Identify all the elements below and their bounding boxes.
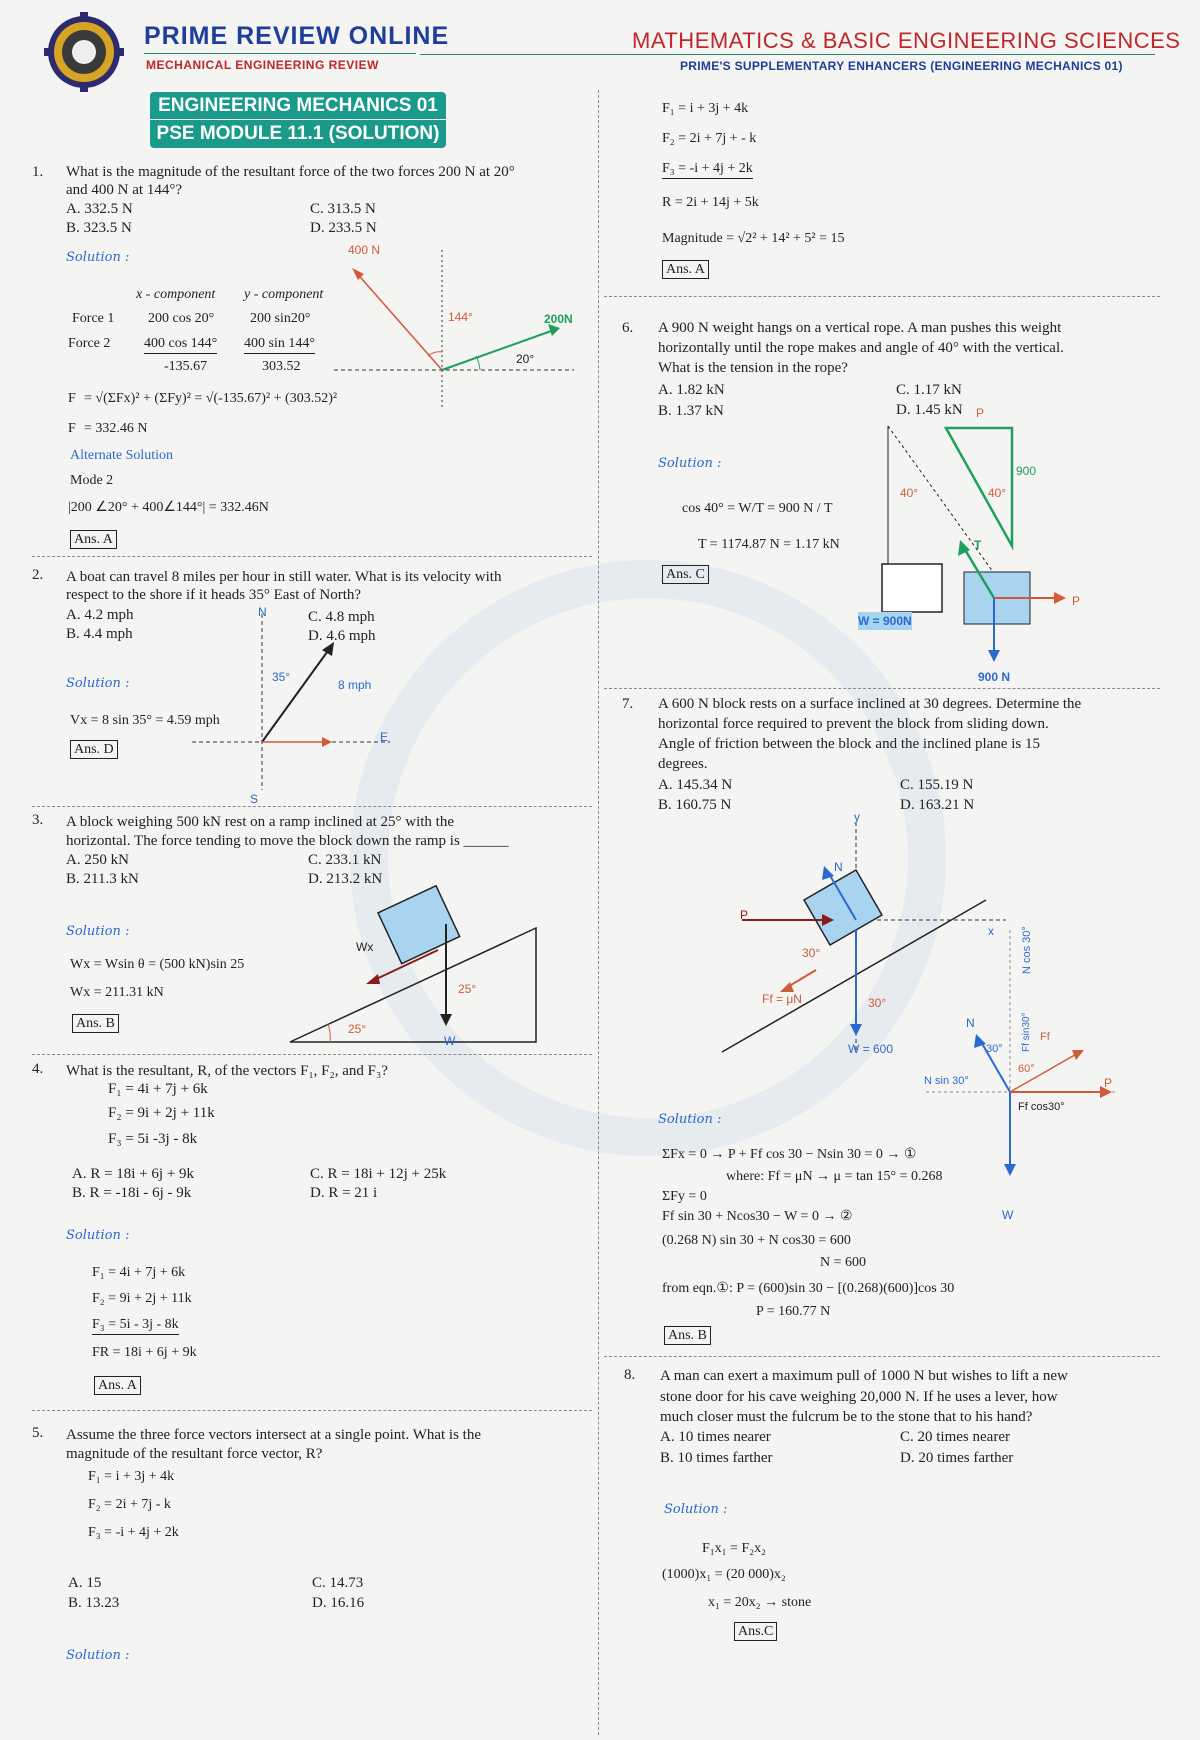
- q8-eq3: x₁ = 20x₂ → stone: [708, 1595, 812, 1610]
- q7-option-d: D. 163.21 N: [900, 797, 975, 813]
- q7-eq3: ΣFy = 0: [662, 1189, 707, 1204]
- q1-solution-label: Solution :: [66, 250, 130, 265]
- q2-solution-label: Solution :: [66, 676, 130, 691]
- q1-number: 1.: [32, 164, 44, 180]
- q7-label-30a: 30°: [802, 946, 821, 960]
- q6-text3: What is the tension in the rope?: [658, 360, 848, 376]
- q7-label-30c: 30°: [986, 1043, 1003, 1055]
- q7-eq4: Ff sin 30 + Ncos30 − W = 0 → ②: [662, 1209, 853, 1224]
- q4-option-c: C. R = 18i + 12j + 25k: [310, 1166, 447, 1182]
- q7-answer: Ans. B: [664, 1326, 711, 1345]
- q1-f2y: 400 sin 144°: [244, 335, 315, 354]
- q7-solution-label: Solution :: [658, 1112, 722, 1127]
- q2-label-n: N: [258, 605, 267, 619]
- q2-equation: Vx = 8 sin 35° = 4.59 mph: [70, 713, 220, 728]
- q5-option-d: D. 16.16: [312, 1595, 365, 1611]
- q4-sol-f1: F₁ = 4i + 7j + 6k: [92, 1265, 186, 1280]
- q7-number: 7.: [622, 696, 634, 712]
- q5-option-c: C. 14.73: [312, 1575, 364, 1591]
- q1-label-144: 144°: [448, 310, 473, 324]
- q6-option-a: A. 1.82 kN: [658, 382, 725, 398]
- q2-text1: A boat can travel 8 miles per hour in still water. What is its velocity with: [66, 569, 502, 585]
- q8-solution-label: Solution :: [664, 1502, 728, 1517]
- q4-option-b: B. R = -18i - 6j - 9k: [72, 1185, 192, 1201]
- badge-line2: PSE MODULE 11.1 (SOLUTION): [150, 119, 446, 147]
- q4-answer: Ans. A: [94, 1376, 141, 1395]
- q1-xcomp-header: x - component: [136, 287, 216, 302]
- q1-label-200n: 200N: [544, 312, 573, 326]
- q3-label-25a: 25°: [458, 982, 477, 996]
- q8-text3: much closer must the fulcrum be to the stone that to his hand?: [660, 1409, 1033, 1425]
- q6-label-900: 900: [1016, 464, 1037, 478]
- q6-option-b: B. 1.37 kN: [658, 403, 724, 419]
- q2-text2: respect to the shore if it heads 35° East of North?: [66, 587, 362, 603]
- q7-label-p2: P: [1104, 1076, 1113, 1090]
- q8-option-c: C. 20 times nearer: [900, 1429, 1010, 1445]
- q1-alt-equation: |200 ∠20° + 400∠144°| = 332.46N: [68, 500, 269, 515]
- q3-solution-label: Solution :: [66, 924, 130, 939]
- q1-option-b: B. 323.5 N: [66, 220, 132, 236]
- q7-label-x: x: [988, 924, 994, 938]
- q4-sol-f3: F₃ = 5i - 3j - 8k: [92, 1316, 179, 1335]
- q1-force1-label: Force 1: [72, 311, 115, 326]
- q8-text1: A man can exert a maximum pull of 1000 N but wishes to lift a new: [660, 1368, 1068, 1384]
- q6-text2: horizontally until the rope makes and angle of 40° with the vertical.: [658, 340, 1064, 356]
- q4-solution-label: Solution :: [66, 1228, 130, 1243]
- q5-text2: magnitude of the resultant force vector, R?: [66, 1446, 323, 1462]
- q1-option-a: A. 332.5 N: [66, 201, 133, 217]
- q7-option-c: C. 155.19 N: [900, 777, 974, 793]
- q5-vector3: F₃ = -i + 4j + 2k: [88, 1525, 179, 1540]
- q8-option-a: A. 10 times nearer: [660, 1429, 771, 1445]
- q2-option-b: B. 4.4 mph: [66, 626, 133, 642]
- q7-eq8: P = 160.77 N: [756, 1304, 831, 1319]
- q1-fr-symbol-2: F: [68, 421, 76, 436]
- q6-label-40b: 40°: [988, 486, 1007, 500]
- q7-eq7: from eqn.①: P = (600)sin 30 − [(0.268)(600)]cos 30: [662, 1281, 955, 1296]
- q5-vector2: F₂ = 2i + 7j - k: [88, 1497, 171, 1512]
- q5-sol-magnitude: Magnitude = √2² + 14² + 5² = 15: [662, 231, 845, 246]
- q3-equation1: Wx = Wsin θ = (500 kN)sin 25: [70, 957, 245, 972]
- q4-sol-f2: F₂ = 9i + 2j + 11k: [92, 1291, 192, 1306]
- q7-option-b: B. 160.75 N: [658, 797, 732, 813]
- q3-label-w: W: [444, 1034, 456, 1048]
- badge-line1: ENGINEERING MECHANICS 01: [158, 95, 438, 116]
- q8-option-b: B. 10 times farther: [660, 1450, 773, 1466]
- q5-vector1: F₁ = i + 3j + 4k: [88, 1469, 175, 1484]
- q2-option-d: D. 4.6 mph: [308, 628, 376, 644]
- q7-label-y: y: [854, 810, 860, 824]
- q2-label-8mph: 8 mph: [338, 678, 372, 692]
- q4-option-d: D. R = 21 i: [310, 1185, 378, 1201]
- q2-option-c: C. 4.8 mph: [308, 609, 375, 625]
- q3-option-a: A. 250 kN: [66, 852, 129, 868]
- q2-number: 2.: [32, 567, 44, 583]
- q7-label-n2: N: [966, 1016, 975, 1030]
- module-badge: [150, 92, 446, 148]
- q7-label-30b: 30°: [868, 996, 887, 1010]
- header-title: PRIME REVIEW ONLINE: [144, 22, 450, 50]
- q8-answer: Ans.C: [734, 1622, 777, 1641]
- q4-text: What is the resultant, R, of the vectors F₁, F₂, and F₃?: [66, 1063, 388, 1079]
- q7-label-ff: Ff = μN: [762, 992, 802, 1006]
- q1-fr-symbol: F: [68, 391, 76, 406]
- q6-number: 6.: [622, 320, 634, 336]
- q3-answer: Ans. B: [72, 1014, 119, 1033]
- q8-number: 8.: [624, 1367, 636, 1383]
- q1-sum-y: 303.52: [262, 359, 301, 374]
- q1-answer: Ans. A: [70, 530, 117, 549]
- q1-f1y: 200 sin20°: [250, 311, 311, 326]
- q1-text2: and 400 N at 144°?: [66, 182, 182, 198]
- header-right-title: MATHEMATICS & BASIC ENGINEERING SCIENCES: [632, 28, 1181, 53]
- q2-label-s: S: [250, 792, 259, 806]
- q7-label-ffsin30: Ff sin30°: [1021, 1012, 1032, 1052]
- q5-sol-f1: F₁ = i + 3j + 4k: [662, 101, 749, 116]
- q1-option-d: D. 233.5 N: [310, 220, 377, 236]
- q4-vector3: F₃ = 5i -3j - 8k: [108, 1131, 198, 1147]
- q2-answer: Ans. D: [70, 740, 118, 759]
- header-right-subtitle: PRIME'S SUPPLEMENTARY ENHANCERS (ENGINEERING MECHANICS 01): [680, 59, 1123, 73]
- q5-answer: Ans. A: [662, 260, 709, 279]
- q6-label-w900n: W = 900N: [858, 614, 912, 628]
- q1-force2-label: Force 2: [68, 336, 111, 351]
- q7-eq6: N = 600: [820, 1255, 867, 1270]
- q1-fr-formula: = √(ΣFx)² + (ΣFy)² = √(-135.67)² + (303.52)²: [84, 391, 338, 406]
- q7-label-ncos30: N cos 30°: [1021, 926, 1033, 974]
- q1-sum-x: -135.67: [164, 359, 208, 374]
- q8-option-d: D. 20 times farther: [900, 1450, 1014, 1466]
- q3-text1: A block weighing 500 kN rest on a ramp inclined at 25° with the: [66, 814, 455, 830]
- q5-number: 5.: [32, 1425, 44, 1441]
- q7-label-w: W: [1002, 1208, 1014, 1222]
- q5-text1: Assume the three force vectors intersect at a single point. What is the: [66, 1427, 482, 1443]
- q7-eq1: ΣFx = 0 → P + Ff cos 30 − Nsin 30 = 0 → ①: [662, 1147, 917, 1162]
- q3-equation2: Wx = 211.31 kN: [70, 985, 164, 1000]
- q1-option-c: C. 313.5 N: [310, 201, 376, 217]
- q4-vector1: F₁ = 4i + 7j + 6k: [108, 1081, 208, 1097]
- q5-option-a: A. 15: [68, 1575, 102, 1591]
- q6-label-40a: 40°: [900, 486, 919, 500]
- q2-label-35: 35°: [272, 670, 291, 684]
- q7-label-60: 60°: [1018, 1063, 1035, 1075]
- q6-label-t: T: [974, 538, 982, 552]
- q6-solution-label: Solution :: [658, 456, 722, 471]
- q7-text1: A 600 N block rests on a surface inclined at 30 degrees. Determine the: [658, 696, 1082, 712]
- q5-sol-f2: F₂ = 2i + 7j + - k: [662, 131, 757, 146]
- q6-equation2: T = 1174.87 N = 1.17 kN: [698, 537, 840, 552]
- q1-text1: What is the magnitude of the resultant force of the two forces 200 N at 20°: [66, 164, 515, 180]
- q8-text2: stone door for his cave weighing 20,000 N. If he uses a lever, how: [660, 1389, 1058, 1405]
- q6-option-c: C. 1.17 kN: [896, 382, 962, 398]
- q3-option-b: B. 211.3 kN: [66, 871, 139, 887]
- q7-label-ff2: Ff: [1040, 1031, 1050, 1043]
- logo-gear-icon: [44, 12, 124, 92]
- q4-number: 4.: [32, 1061, 44, 1077]
- q1-mode: Mode 2: [70, 473, 114, 488]
- q1-alternate-label: Alternate Solution: [70, 448, 174, 463]
- q1-label-400n: 400 N: [348, 243, 381, 257]
- q7-label-nsin30: N sin 30°: [924, 1075, 969, 1087]
- q6-option-d: D. 1.45 kN: [896, 402, 963, 418]
- q8-eq2: (1000)x₁ = (20 000)x₂: [662, 1567, 786, 1582]
- q3-ramp-diagram: [286, 870, 546, 1050]
- q7-text4: degrees.: [658, 756, 708, 772]
- q8-eq1: F₁x₁ = F₂x₂: [702, 1541, 766, 1556]
- q3-text2: horizontal. The force tending to move the block down the ramp is ______: [66, 833, 509, 849]
- q2-vector-diagram: [190, 610, 400, 790]
- q4-sol-resultant: FR = 18i + 6j + 9k: [92, 1345, 197, 1360]
- q7-eq2: where: Ff = μN → μ = tan 15° = 0.268: [726, 1169, 943, 1184]
- q6-equation1: cos 40° = W/T = 900 N / T: [682, 501, 833, 516]
- q1-force-diagram: [330, 240, 590, 420]
- q6-answer: Ans. C: [662, 565, 709, 584]
- q2-option-a: A. 4.2 mph: [66, 607, 134, 623]
- q1-ycomp-header: y - component: [244, 287, 324, 302]
- q2-label-e: E: [380, 730, 389, 744]
- q7-label-ffcos30: Ff cos30°: [1018, 1101, 1065, 1113]
- q3-option-d: D. 213.2 kN: [308, 871, 383, 887]
- q7-eq5: (0.268 N) sin 30 + N cos30 = 600: [662, 1233, 851, 1248]
- q7-label-w600: W = 600: [848, 1042, 894, 1056]
- q5-sol-resultant: R = 2i + 14j + 5k: [662, 195, 759, 210]
- q5-option-b: B. 13.23: [68, 1595, 120, 1611]
- q5-sol-f3: F₃ = -i + 4j + 2k: [662, 160, 753, 179]
- q1-f1x: 200 cos 20°: [148, 311, 215, 326]
- q6-label-900n: 900 N: [978, 670, 1011, 684]
- q1-fr-result: = 332.46 N: [84, 421, 148, 436]
- q5-solution-label: Solution :: [66, 1648, 130, 1663]
- q1-label-20: 20°: [516, 352, 535, 366]
- q7-label-p: P: [740, 908, 749, 922]
- q4-option-a: A. R = 18i + 6j + 9k: [72, 1166, 195, 1182]
- q1-f2x: 400 cos 144°: [144, 335, 217, 354]
- q6-label-p2: P: [1072, 594, 1081, 608]
- q4-vector2: F₂ = 9i + 2j + 11k: [108, 1105, 215, 1121]
- header-subtitle: MECHANICAL ENGINEERING REVIEW: [146, 58, 379, 72]
- q6-label-p: P: [976, 406, 985, 420]
- q3-label-25b: 25°: [348, 1022, 367, 1036]
- q7-option-a: A. 145.34 N: [658, 777, 733, 793]
- q7-text3: Angle of friction between the block and the inclined plane is 15: [658, 736, 1040, 752]
- q3-number: 3.: [32, 812, 44, 828]
- q3-option-c: C. 233.1 kN: [308, 852, 382, 868]
- q7-label-n: N: [834, 860, 843, 874]
- q7-text2: horizontal force required to prevent the block from sliding down.: [658, 716, 1049, 732]
- q3-label-wx: Wx: [356, 940, 374, 954]
- q6-text1: A 900 N weight hangs on a vertical rope. A man pushes this weight: [658, 320, 1062, 336]
